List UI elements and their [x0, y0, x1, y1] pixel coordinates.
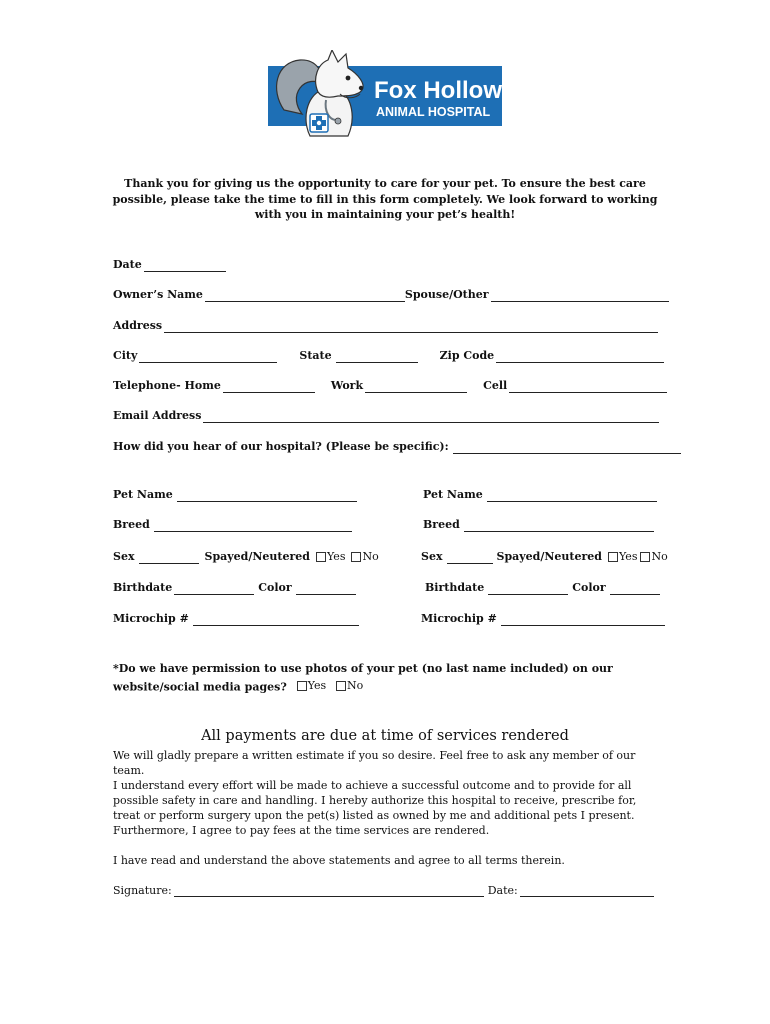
city-row — [113, 349, 664, 363]
address-row — [113, 319, 658, 333]
pet2-name-line[interactable] — [487, 490, 657, 502]
pet2-microchip-label: Microchip # — [421, 612, 497, 625]
pet2-birthdate-label: Birthdate — [425, 581, 485, 594]
pet1-name-line[interactable] — [177, 490, 357, 502]
photo-permission-yes[interactable]: Yes — [295, 677, 326, 694]
city-line[interactable] — [139, 351, 277, 363]
signature-date-label: Date: — [487, 884, 518, 897]
estimate-text: We will gladly prepare a written estimate if you so desire. Feel free to ask any member of our team. — [113, 749, 636, 777]
pet1-breed-line[interactable] — [154, 520, 352, 532]
signature-row — [113, 884, 654, 897]
intro-text: Thank you for giving us the opportunity to care for your pet. To ensure the best care possible, please take the time to fill in this form completely. We look forward to working with you in maintaining your pet’s health! — [112, 177, 658, 221]
pet1-microchip-line[interactable] — [193, 614, 359, 626]
logo-subtitle: ANIMAL HOSPITAL — [376, 105, 491, 119]
checkbox-icon[interactable] — [297, 681, 307, 691]
referral-label: How did you hear of our hospital? (Please be specific): — [113, 440, 449, 453]
checkbox-icon[interactable] — [608, 552, 618, 562]
pet2-breed-row — [423, 518, 654, 532]
pet2-name-row — [423, 488, 657, 502]
pet2-breed-label: Breed — [423, 518, 460, 531]
referral-row — [113, 440, 681, 454]
referral-line[interactable] — [453, 442, 681, 454]
owner-name-label: Owner’s Name — [113, 288, 203, 301]
pet2-sex-row — [421, 550, 668, 564]
pet1-spayed-yes[interactable]: Yes — [314, 550, 345, 564]
authorization-text: I understand every effort will be made to achieve a successful outcome and to provide for all possible safety in care and handling. I hereby authorize this hospital to receive, prescribe for, treat or perform surgery upon the pet(s) listed as owned by me and additional pets I present. Furthermore, I agree to pay fees at the time services are rendered. — [113, 779, 637, 837]
telephone-home-line[interactable] — [223, 381, 315, 393]
pet2-microchip-row — [421, 612, 665, 626]
pet2-spayed-yes[interactable]: Yes — [606, 550, 637, 564]
state-label: State — [299, 349, 332, 362]
pet1-color-line[interactable] — [296, 583, 356, 595]
pet2-birthdate-row — [425, 581, 660, 595]
logo-title: Fox Hollow — [374, 77, 502, 104]
address-line[interactable] — [164, 321, 658, 333]
email-row — [113, 409, 659, 423]
hospital-logo — [266, 50, 504, 142]
cell-label: Cell — [483, 379, 508, 392]
pet2-color-line[interactable] — [610, 583, 660, 595]
owner-name-row — [113, 288, 669, 302]
photo-permission-question: *Do we have permission to use photos of your pet (no last name included) on our website/social media pages? — [113, 662, 613, 694]
pet1-name-label: Pet Name — [113, 488, 173, 501]
pet1-microchip-label: Microchip # — [113, 612, 189, 625]
signature-line[interactable] — [174, 885, 484, 897]
pet1-birthdate-label: Birthdate — [113, 581, 173, 594]
signature-date-line[interactable] — [520, 885, 654, 897]
email-line[interactable] — [203, 411, 659, 423]
checkbox-icon[interactable] — [351, 552, 361, 562]
telephone-home-label: Telephone- Home — [113, 379, 221, 392]
fox-vet-mascot-icon — [266, 50, 504, 142]
checkbox-icon[interactable] — [640, 552, 650, 562]
pet1-color-label: Color — [258, 581, 292, 594]
payment-heading: All payments are due at time of services rendered — [201, 728, 569, 744]
spouse-label: Spouse/Other — [404, 288, 489, 301]
email-label: Email Address — [113, 409, 202, 422]
pet1-birthdate-line[interactable] — [174, 583, 254, 595]
date-line[interactable] — [144, 260, 226, 272]
owner-name-line[interactable] — [205, 290, 405, 302]
work-line[interactable] — [365, 381, 467, 393]
pet1-birthdate-row — [113, 581, 356, 595]
checkbox-icon[interactable] — [316, 552, 326, 562]
pet2-sex-label: Sex — [421, 550, 443, 563]
pet1-breed-label: Breed — [113, 518, 150, 531]
pet1-breed-row — [113, 518, 352, 532]
pet1-spayed-no[interactable]: No — [349, 550, 378, 564]
pet2-spayed-label: Spayed/Neutered — [496, 550, 602, 563]
pet2-microchip-line[interactable] — [501, 614, 665, 626]
pet1-sex-line[interactable] — [139, 552, 199, 564]
pet1-name-row — [113, 488, 357, 502]
photo-permission — [113, 660, 673, 696]
state-line[interactable] — [336, 351, 418, 363]
pet1-sex-label: Sex — [113, 550, 135, 563]
address-label: Address — [113, 319, 163, 332]
signature-label: Signature: — [113, 884, 172, 897]
zip-line[interactable] — [496, 351, 664, 363]
pet1-microchip-row — [113, 612, 359, 626]
work-label: Work — [330, 379, 364, 392]
pet2-breed-line[interactable] — [464, 520, 654, 532]
city-label: City — [113, 349, 138, 362]
pet2-name-label: Pet Name — [423, 488, 483, 501]
checkbox-icon[interactable] — [336, 681, 346, 691]
pet2-sex-line[interactable] — [447, 552, 493, 564]
spouse-line[interactable] — [491, 290, 669, 302]
date-field[interactable]: Date — [113, 258, 226, 272]
pet1-sex-row — [113, 550, 379, 564]
photo-permission-no[interactable]: No — [334, 677, 363, 694]
pet2-color-label: Color — [572, 581, 606, 594]
cell-line[interactable] — [509, 381, 667, 393]
pet1-spayed-label: Spayed/Neutered — [204, 550, 310, 563]
telephone-row — [113, 379, 667, 393]
zip-label: Zip Code — [439, 349, 495, 362]
agreement-text: I have read and understand the above statements and agree to all terms therein. — [113, 854, 565, 867]
pet2-birthdate-line[interactable] — [488, 583, 568, 595]
pet2-spayed-no[interactable]: No — [638, 550, 667, 564]
